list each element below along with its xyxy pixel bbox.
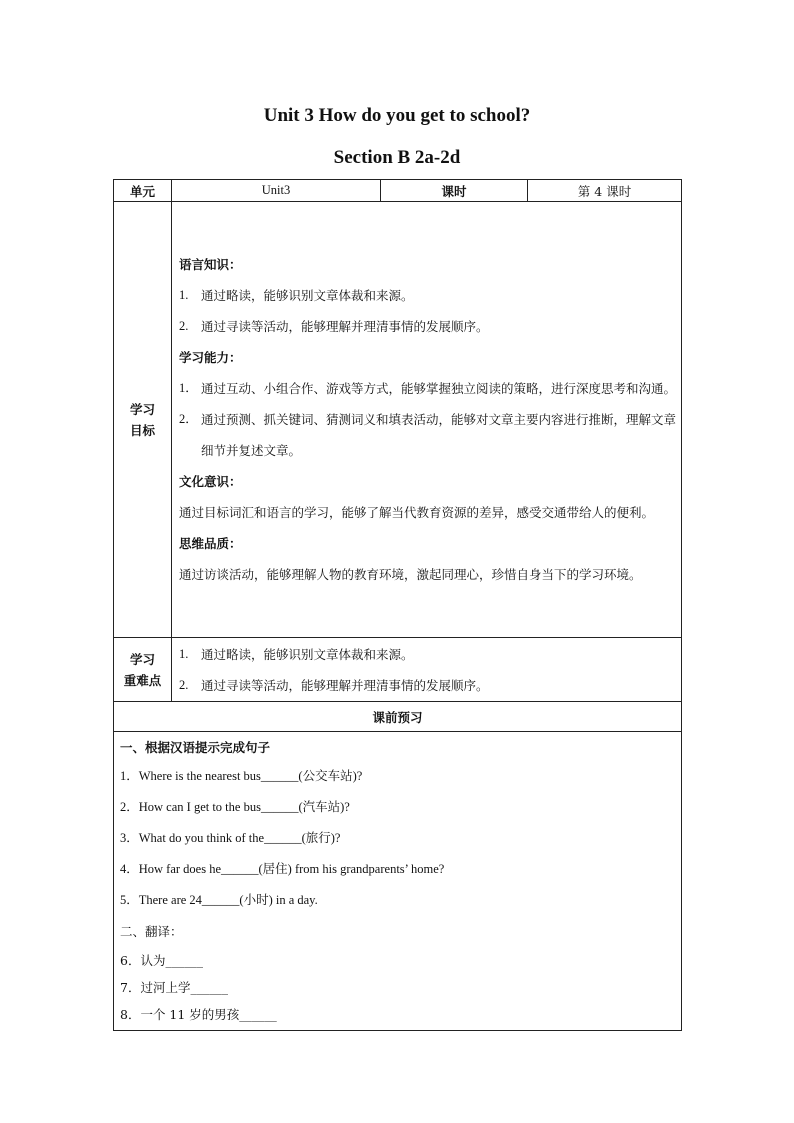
objectives-row <box>114 202 682 638</box>
objectives-label-line2: 目标 <box>129 422 155 438</box>
key-points-content <box>172 638 682 702</box>
key-points-row <box>114 638 682 702</box>
exercise-item: 1．Where is the nearest bus______(公交车站)? <box>120 769 363 783</box>
thinking-quality-heading: 思维品质： <box>179 536 242 551</box>
unit-label: 单元 <box>114 180 172 202</box>
period-label: 课时 <box>381 180 528 202</box>
item-number: 2. <box>179 319 189 333</box>
list-item <box>179 373 677 404</box>
list-item <box>179 639 677 670</box>
exercise-item: 3．What do you think of the______(旅行)? <box>120 831 341 845</box>
objectives-content <box>172 202 682 638</box>
item-text: 通过略读，能够识别文章体裁和来源。 <box>201 288 414 303</box>
item-text: 通过预测、抓关键词、猜测词义和填表活动，能够对文章主要内容进行推断，理解文章细节并复述文章。 <box>201 412 677 458</box>
period-value: 第 4 课时 <box>528 180 682 202</box>
page-title: Unit 3 How do you get to school? <box>263 105 531 126</box>
item-text: 通过寻读等活动，能够理解并理清事情的发展顺序。 <box>201 677 489 693</box>
exercise-item: 6．认为______ <box>120 953 203 968</box>
unit-value: Unit3 <box>172 180 381 202</box>
exercise-item: 2．How can I get to the bus______(汽车站)? <box>120 800 350 814</box>
item-text: 通过寻读等活动，能够理解并理清事情的发展顺序。 <box>201 319 489 334</box>
objectives-label-line1: 学习 <box>129 401 155 417</box>
exercise-item: 7．过河上学______ <box>120 980 228 995</box>
preview-content <box>114 732 682 1031</box>
key-points-label <box>114 638 172 702</box>
language-knowledge-heading: 语言知识： <box>179 257 242 272</box>
objectives-label <box>114 202 172 638</box>
item-number: 1. <box>179 646 189 661</box>
preview-row <box>114 732 682 1031</box>
part1-heading: 一、根据汉语提示完成句子 <box>120 740 271 755</box>
part2-heading: 二、翻译： <box>120 924 183 939</box>
item-text: 通过略读，能够识别文章体裁和来源。 <box>201 646 414 662</box>
lesson-plan-table <box>113 179 682 1031</box>
cultural-awareness-heading: 文化意识： <box>179 474 242 489</box>
page-subtitle: Section B 2a-2d <box>333 147 461 168</box>
thinking-quality-text: 通过访谈活动，能够理解人物的教育环境，激起同理心，珍惜自身当下的学习环境。 <box>179 567 642 582</box>
header-row <box>114 180 682 202</box>
preview-heading: 课前预习 <box>114 702 682 732</box>
exercise-item: 8．一个 11 岁的男孩______ <box>120 1007 277 1022</box>
list-item <box>179 311 677 342</box>
list-item <box>179 670 677 701</box>
key-points-label-line2: 重难点 <box>123 672 162 688</box>
list-item <box>179 404 677 466</box>
item-number: 2. <box>179 677 189 692</box>
cultural-awareness-text: 通过目标词汇和语言的学习，能够了解当代教育资源的差异，感受交通带给人的便利。 <box>179 505 655 520</box>
preview-heading-row <box>114 702 682 732</box>
item-number: 2． <box>179 412 198 426</box>
list-item <box>179 280 677 311</box>
exercise-item: 5．There are 24______(小时) in a day. <box>120 893 318 907</box>
item-number: 1. <box>179 288 189 302</box>
item-text: 通过互动、小组合作、游戏等方式，能够掌握独立阅读的策略，进行深度思考和沟通。 <box>201 381 677 396</box>
learning-ability-heading: 学习能力： <box>179 350 242 365</box>
key-points-label-line1: 学习 <box>129 651 155 667</box>
item-number: 1． <box>179 381 198 395</box>
exercise-item: 4．How far does he______(居住) from his grandparents’ home? <box>120 862 445 876</box>
